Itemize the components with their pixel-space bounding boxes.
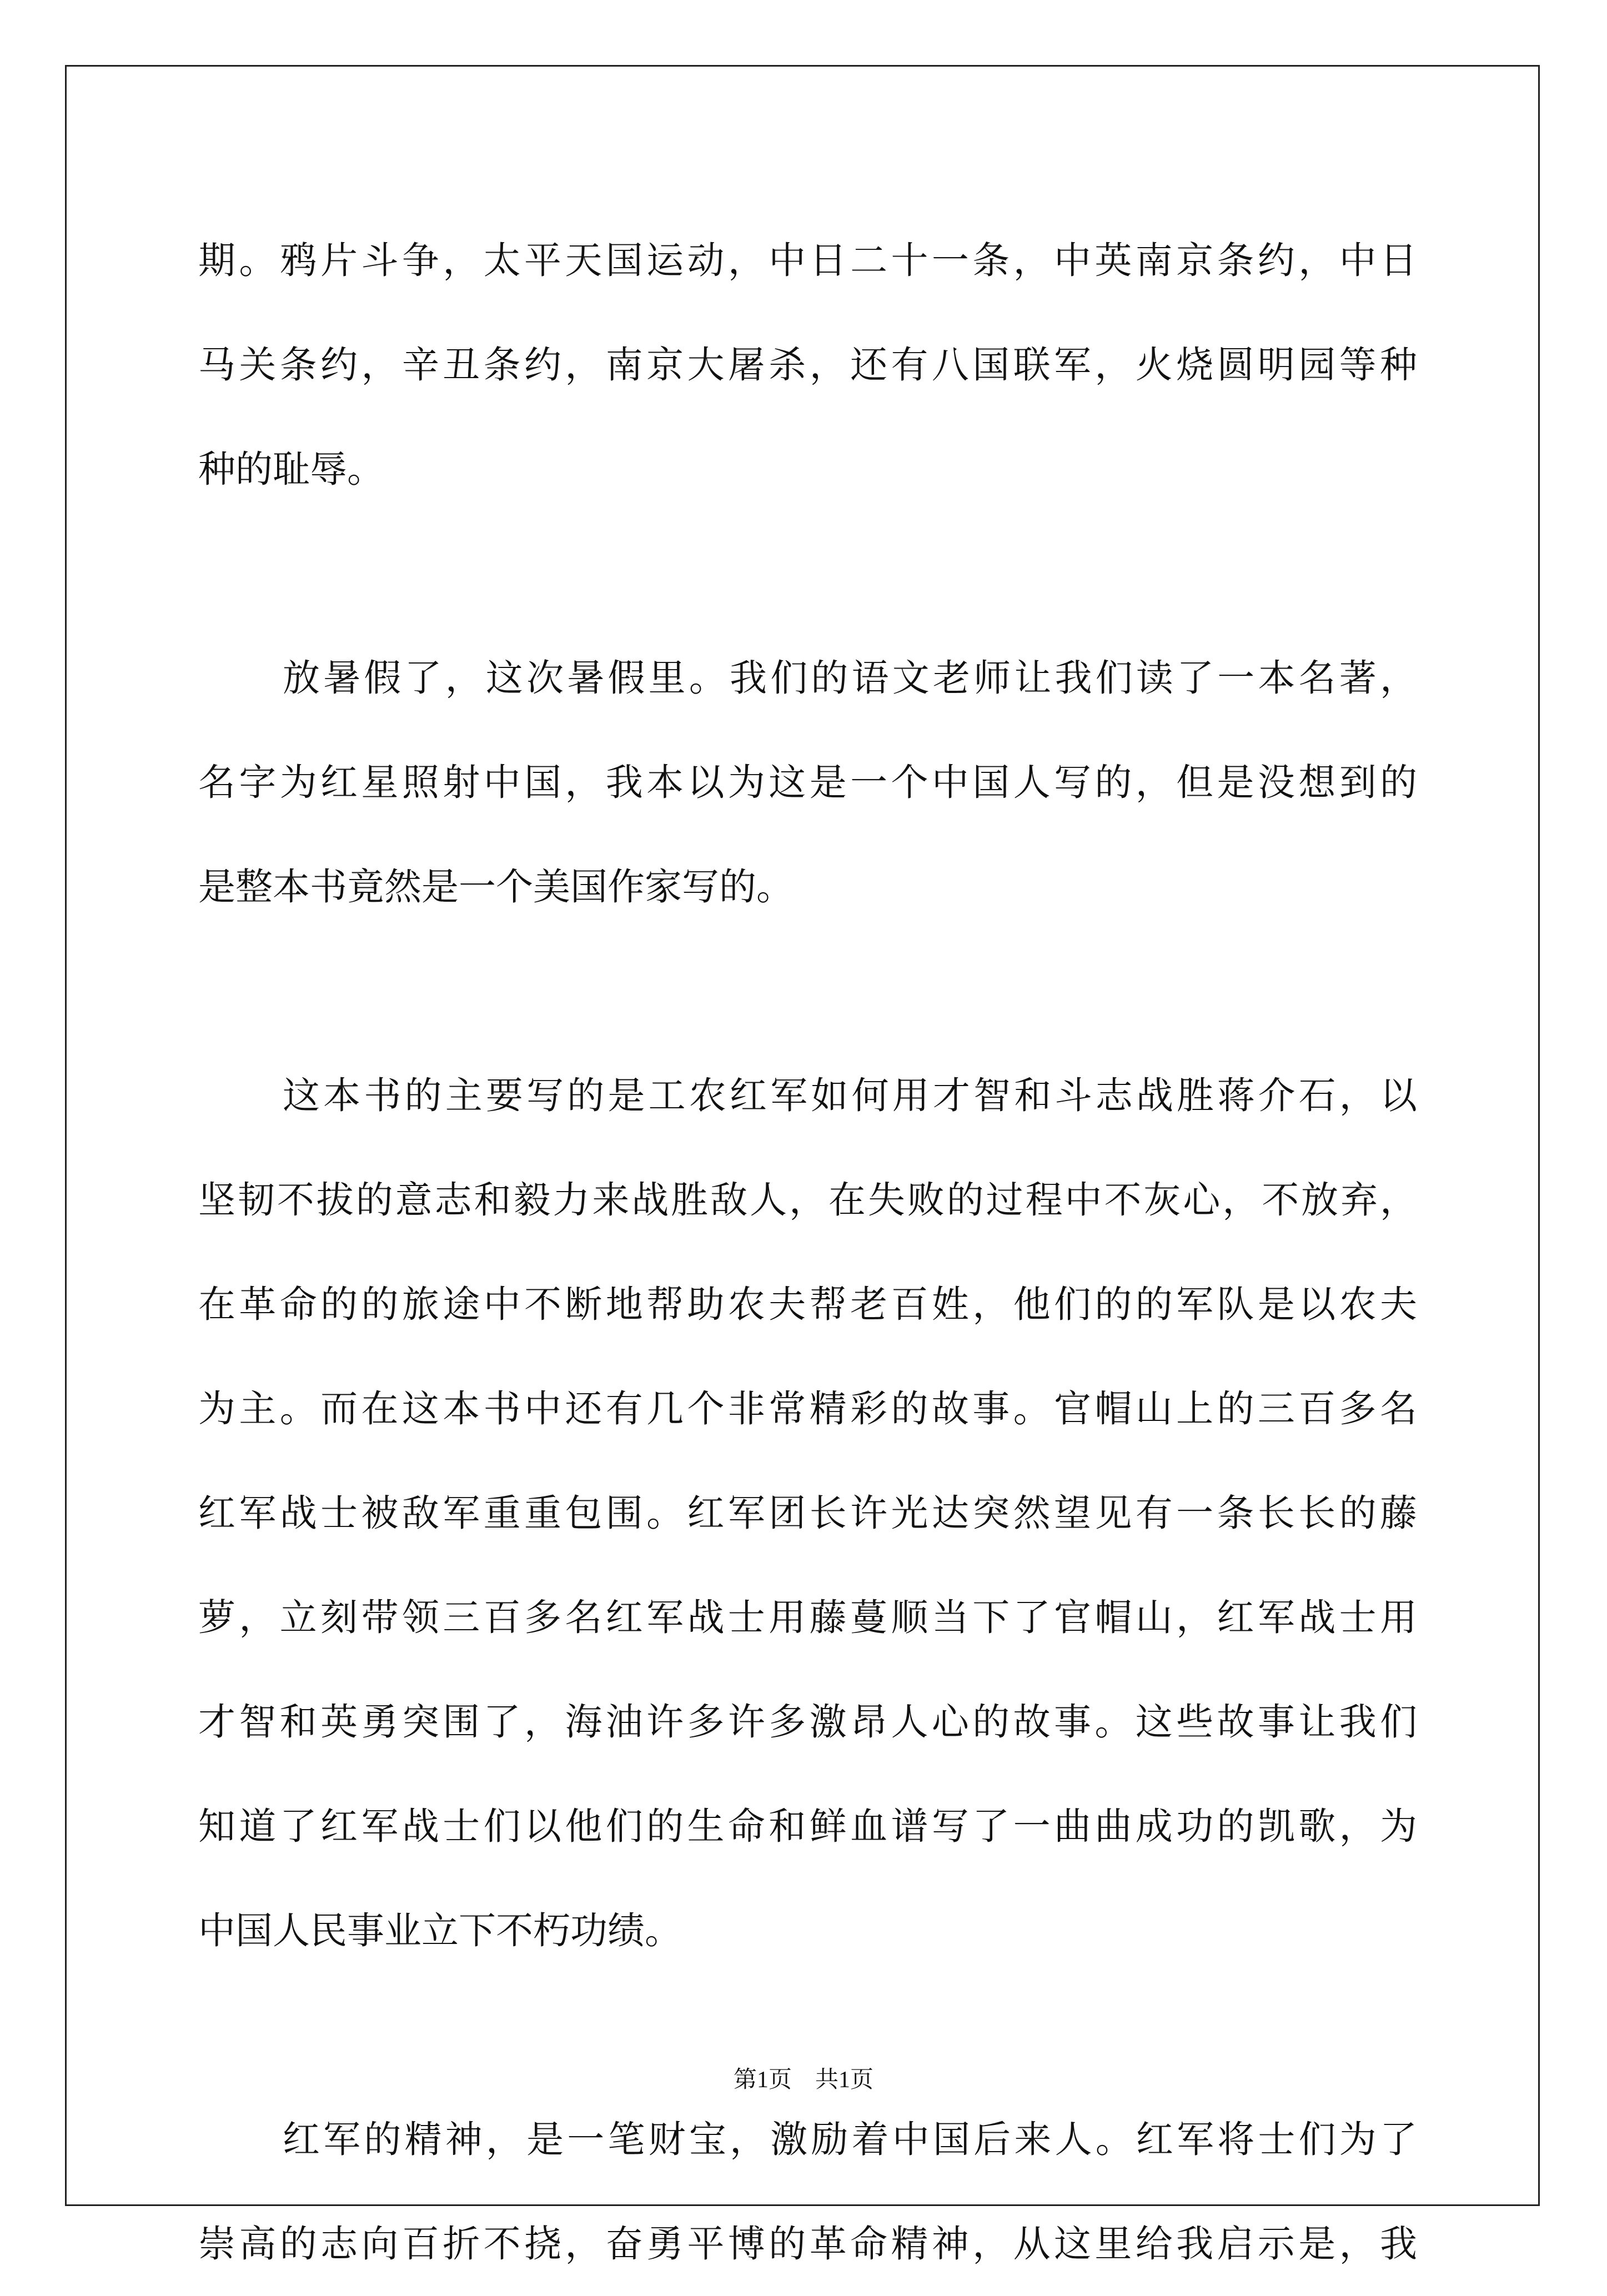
paragraph-spacer [198,521,1417,626]
paragraph-3-line-1: 这本书的主要写的是工农红军如何用才智和斗志战胜蒋介石，以 [283,1074,1417,1117]
paragraph-1-line-3: 种的耻辱。 [198,448,384,491]
paragraph-3-line-9: 中国人民事业立下不朽功绩。 [198,1909,682,1952]
paragraph-2-line-1: 放暑假了，这次暑假里。我们的语文老师让我们读了一本名著， [283,656,1417,700]
paragraph-1-line-2: 马关条约，辛丑条约，南京大屠杀，还有八国联军，火烧圆明园等种 [198,343,1417,386]
paragraph-3-line-3: 在革命的的旅途中不断地帮助农夫帮老百姓，他们的的军队是以农夫 [198,1283,1417,1326]
paragraph-4-line-2: 崇高的志向百折不挠，奋勇平博的革命精神，从这里给我启示是，我 [198,2222,1417,2265]
paragraph-3-line-4: 为主。而在这本书中还有几个非常精彩的故事。官帽山上的三百多名 [198,1387,1417,1430]
page-number-footer: 第1页 共1页 [733,2067,873,2093]
paragraph-4-line-1: 红军的精神，是一笔财宝，激励着中国后来人。红军将士们为了 [283,2118,1417,2161]
paragraph-3-line-8: 知道了红军战士们以他们的生命和鲜血谱写了一曲曲成功的凯歌，为 [198,1805,1417,1848]
paragraph-3-line-5: 红军战士被敌军重重包围。红军团长许光达突然望见有一条长长的藤 [198,1491,1417,1535]
paragraph-3-line-7: 才智和英勇突围了，海油许多许多激昂人心的故事。这些故事让我们 [198,1700,1417,1744]
paragraph-3-line-6: 萝，立刻带领三百多名红军战士用藤蔓顺当下了官帽山，红军战士用 [198,1596,1417,1639]
paragraph-1-line-1: 期。鸦片斗争，太平天国运动，中日二十一条，中英南京条约，中日 [198,239,1417,282]
document-body [198,208,1417,2296]
paragraph-2-line-3: 是整本书竟然是一个美国作家写的。 [198,865,794,908]
paragraph-spacer [198,939,1417,1043]
paragraph-3-line-2: 坚韧不拔的意志和毅力来战胜敌人，在失败的过程中不灰心，不放弃， [198,1178,1417,1222]
paragraph-2-line-2: 名字为红星照射中国，我本以为这是一个中国人写的，但是没想到的 [198,761,1417,804]
